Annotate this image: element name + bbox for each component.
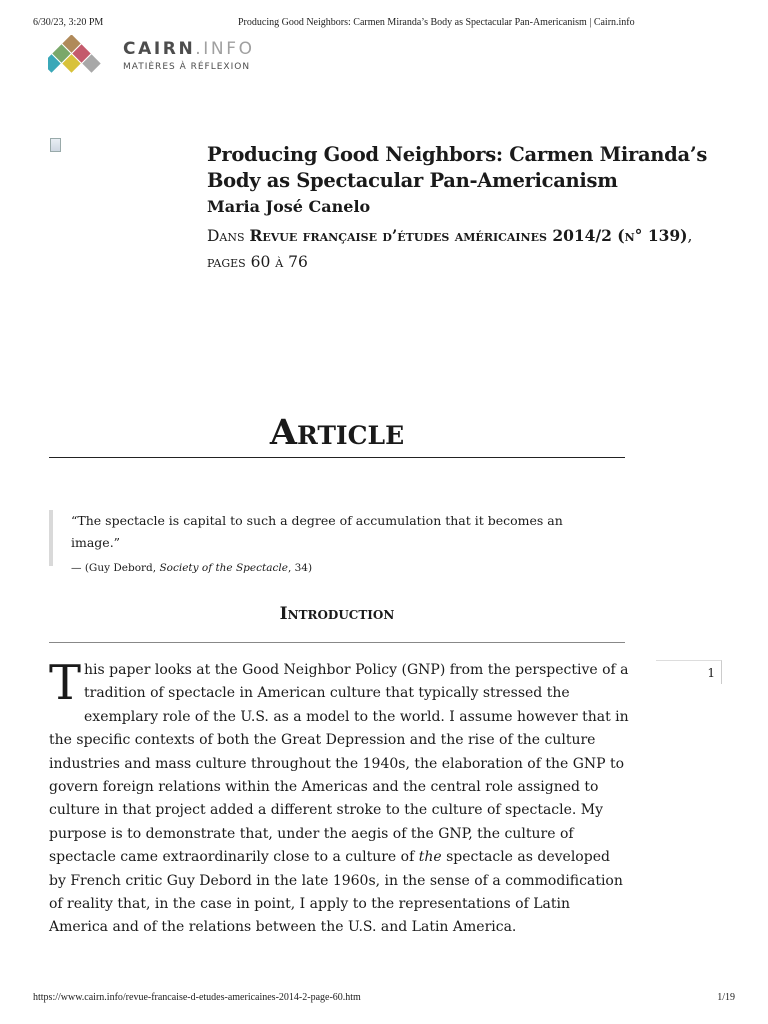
introduction-divider bbox=[49, 642, 625, 643]
journal-link[interactable]: Revue française d’études américaines 2014/2 (n° 139) bbox=[249, 226, 688, 245]
article-author[interactable]: Maria José Canelo bbox=[207, 197, 371, 216]
section-heading: Article bbox=[269, 412, 405, 453]
introduction-paragraph: This paper looks at the Good Neighbor Policy (GNP) from the perspective of a tradition of spectacle in American culture that typically stressed the exemplary role of the U.S. as a model to the world. I assume however that in the specific contexts of both the Great Depression and the rise of the culture industries and mass culture throughout the 1940s, the elaboration of the GNP to govern foreign relations within the Americas and the central role assigned to culture in that project added a different stroke to the culture of spectacle. My purpose is to demonstrate that, under the aegis of the GNP, the culture of spectacle came extraordinarily close to a culture of the spectacle as developed by French critic Guy Debord in the late 1960s, in the sense of a commodification of reality that, in the case in point, I apply to the representations of Latin America and of the relations between the U.S. and Latin America. bbox=[49, 655, 629, 936]
article-title: Producing Good Neighbors: Carmen Miranda’s Body as Spectacular Pan-Americanism bbox=[207, 143, 708, 192]
print-footer bbox=[33, 992, 735, 1006]
print-page-count: 1/19 bbox=[717, 992, 735, 1003]
epigraph-source-title: Society of the Spectacle bbox=[159, 562, 288, 574]
cairn-logo[interactable] bbox=[48, 35, 255, 83]
in-label: Dans bbox=[207, 227, 245, 245]
print-page-title: Producing Good Neighbors: Carmen Miranda’s Body as Spectacular Pan-Americanism | Cairn.info bbox=[238, 17, 635, 28]
print-datetime: 6/30/23, 3:20 PM bbox=[33, 17, 104, 28]
print-url: https://www.cairn.info/revue-francaise-d-etudes-americaines-2014-2-page-60.htm bbox=[33, 992, 361, 1003]
journal-cover-image-icon[interactable] bbox=[50, 138, 61, 152]
epigraph-source: — (Guy Debord, Society of the Spectacle, 34) bbox=[71, 562, 313, 574]
logo-wordmark-suffix: .INFO bbox=[195, 39, 255, 59]
cairn-logo-icon bbox=[48, 35, 114, 83]
section-divider bbox=[49, 457, 625, 458]
article-header bbox=[207, 142, 707, 275]
logo-tagline: MATIÈRES À RÉFLEXION bbox=[123, 62, 251, 72]
emphasis: the bbox=[418, 849, 442, 866]
publication-info: Dans Revue française d’études américaines 2014/2 (n° 139), pages 60 à 76 bbox=[207, 226, 693, 271]
epigraph-quote: “The spectacle is capital to such a degree of accumulation that it becomes an image.” bbox=[71, 513, 563, 550]
print-header bbox=[33, 17, 735, 31]
drop-cap: T bbox=[49, 655, 82, 711]
logo-wordmark: CAIRN.INFO bbox=[123, 39, 255, 59]
introduction-heading: Introduction bbox=[279, 604, 395, 624]
paragraph-number[interactable]: 1 bbox=[656, 660, 722, 684]
epigraph bbox=[49, 510, 609, 574]
page-range: pages 60 à 76 bbox=[207, 253, 308, 271]
